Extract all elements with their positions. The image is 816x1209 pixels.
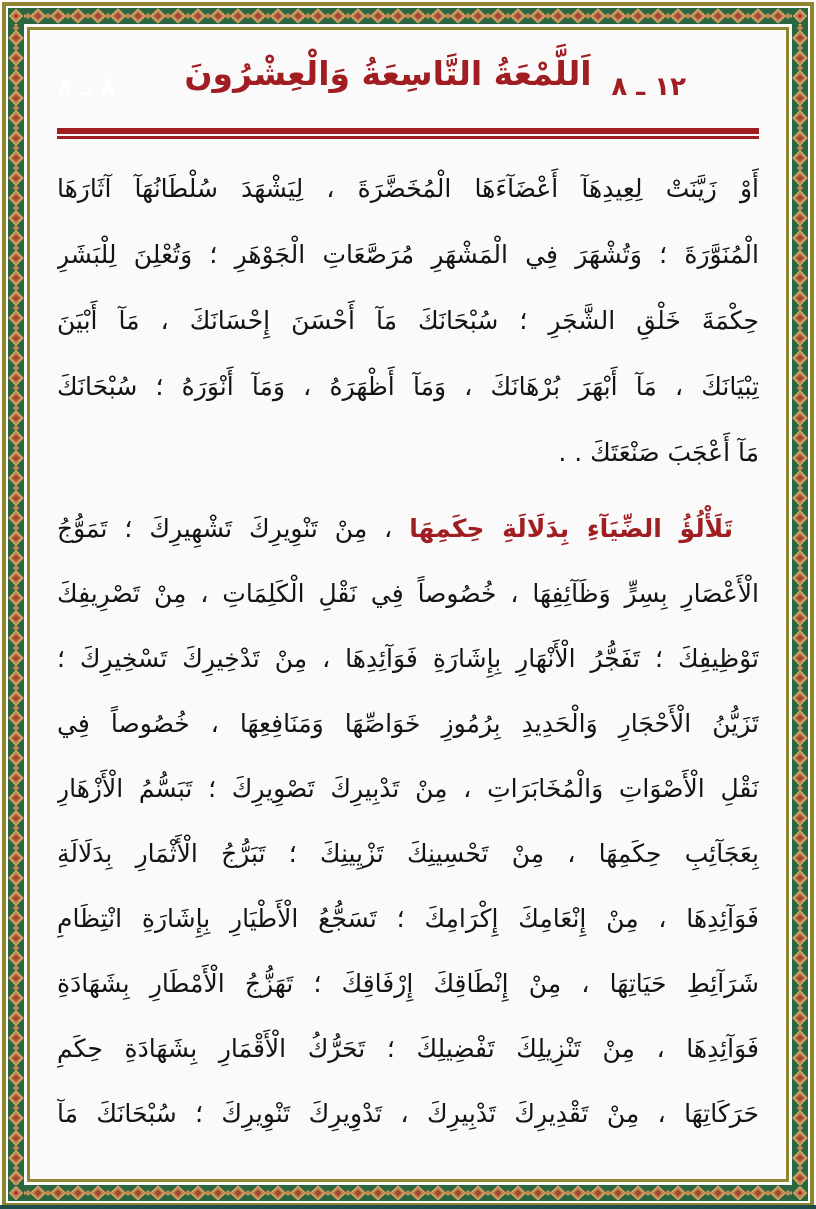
text-line: حَرَكَاتِهَا ، مِنْ تَقْدِيرِكَ تَدْبِيرِكَ ، تَدْوِيرِكَ تَنْوِيرِكَ ؛ سُبْحَانَكَ مَآ bbox=[57, 1099, 759, 1128]
text-line: شَرَآئِطِ حَيَاتِهَا ، مِنْ إِنْطَاقِكَ إِرْفَاقِكَ ؛ تَهَزُّجُ الْأَمْطَارِ بِشَهَادَةِ bbox=[57, 969, 759, 998]
border-corner-top-left bbox=[8, 8, 24, 24]
border-ornament-bottom bbox=[8, 1185, 808, 1201]
text-line: تِبْيَانَكَ ، مَآ أَبْهَرَ بُرْهَانَكَ ، وَمَآ أَظْهَرَهُ ، وَمَآ أَنْوَرَهُ ؛ سُبْحَانَكَ bbox=[57, 372, 759, 401]
text-line bbox=[57, 496, 759, 561]
border-corner-top-right bbox=[792, 8, 808, 24]
paragraph-1 bbox=[57, 156, 759, 486]
header-divider-thick-line bbox=[57, 128, 759, 134]
body-text bbox=[57, 156, 759, 1146]
text-line: تَزَيُّنُ الْأَحْجَارِ وَالْحَدِيدِ بِرُمُوزِ خَوَاصِّهَا وَمَنَافِعِهَا ، خُصُوصاً فِي bbox=[57, 709, 759, 738]
text-line: الْمُنَوَّرَةَ ؛ وَتُشْهَرَ فِي الْمَشْهَرِ مُرَصَّعَاتِ الْجَوْهَرِ ؛ وَتُعْلِنَ لِلْبَشَرِ bbox=[57, 240, 759, 269]
text-line: أَوْ زَيَّنَتْ لِعِيدِهَآ أَعْضَآءَهَا الْمُخَضَّرَةَ ، لِيَشْهَدَ سُلْطَانُهَآ آثَارَهَا bbox=[57, 174, 759, 203]
text-line: نَقْلِ الْأَصْوَاتِ وَالْمُخَابَرَاتِ ، مِنْ تَدْبِيرِكَ تَصْوِيرِكَ ؛ تَبَسُّمُ الْأَزْهَارِ bbox=[57, 774, 759, 803]
text-segment: ، مِنْ تَنْوِيرِكَ تَشْهِيرِكَ ؛ تَمَوُّجُ bbox=[57, 514, 410, 543]
border-ornament-right bbox=[792, 8, 808, 1201]
text-line: تَوْظِيفِكَ ؛ تَفَجُّرُ الْأَنْهَارِ بِإِشَارَةِ فَوَآئِدِهَا ، مِنْ تَدْخِيرِكَ تَسْخِيرِكَ ؛ bbox=[57, 644, 759, 673]
page-bottom-edge bbox=[0, 1205, 816, 1209]
border-ornament-left bbox=[8, 8, 24, 1201]
header-divider bbox=[57, 128, 759, 139]
text-line: فَوَآئِدِهَا ، مِنْ تَنْزِيلِكَ تَفْضِيلِكَ ؛ تَحَرُّكُ الْأَقْمَارِ بِشَهَادَةِ حِكَمِ bbox=[57, 1034, 759, 1063]
ghost-page-number: ٨ ـ ٨ bbox=[57, 72, 116, 102]
paragraph-2 bbox=[57, 496, 759, 1146]
border-corner-bottom-left bbox=[8, 1185, 24, 1201]
page-title: اَللَّمْعَةُ التَّاسِعَةُ وَالْعِشْرُونَ bbox=[184, 54, 592, 93]
text-line: مَآ أَعْجَبَ صَنْعَتَكَ . . bbox=[558, 438, 759, 467]
highlighted-phrase: تَلَأْلُؤُ الضِّيَآءِ بِدَلَالَةِ حِكَمِهَا bbox=[409, 514, 733, 543]
text-line: الْأَعْصَارِ بِسِرٍّ وَظَآئِفِهَا ، خُصُوصاً فِي نَقْلِ الْكَلِمَاتِ ، مِنْ تَصْرِيفِكَ bbox=[57, 579, 759, 608]
border-corner-bottom-right bbox=[792, 1185, 808, 1201]
border-ornament-top bbox=[8, 8, 808, 24]
page-number: ١٢ ـ ٨ bbox=[611, 72, 686, 102]
text-line: بِعَجَآئِبِ حِكَمِهَا ، مِنْ تَحْسِينِكَ تَزْيِينِكَ ؛ تَبَرُّجُ الْأَثْمَارِ بِدَلَالَةِ bbox=[57, 839, 759, 868]
header-divider-thin-line bbox=[57, 136, 759, 139]
text-line: حِكْمَةَ خَلْقِ الشَّجَرِ ؛ سُبْحَانَكَ مَآ أَحْسَنَ إِحْسَانَكَ ، مَآ أَبْيَنَ bbox=[57, 306, 759, 335]
text-line: فَوَآئِدِهَا ، مِنْ إِنْعَامِكَ إِكْرَامِكَ ؛ تَسَجُّعُ الْأَطْيَارِ بِإِشَارَةِ انْتِظَامِ bbox=[57, 904, 759, 933]
